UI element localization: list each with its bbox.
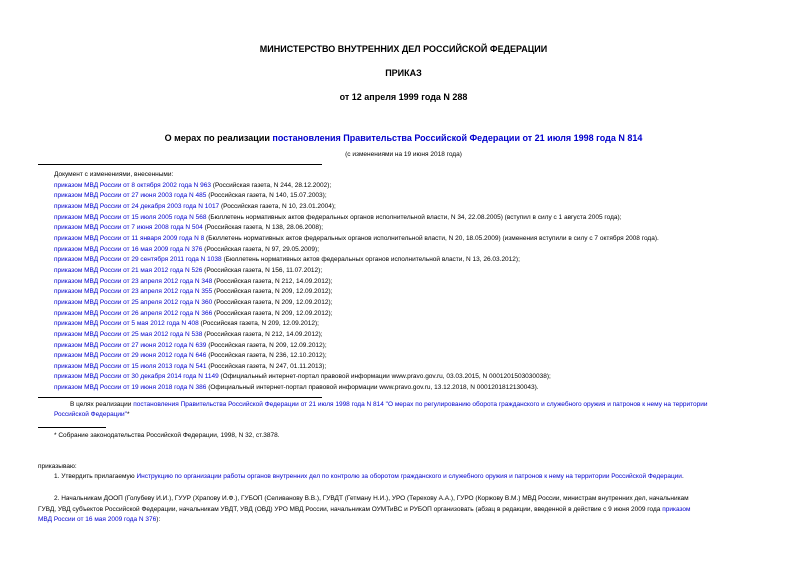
- publication-info: (Бюллетень нормативных актов федеральных органов исполнительной власти, N 20, 18.05.2009) (изменения вступили в силу с 7 октября 2008 года).: [204, 234, 659, 242]
- amending-order-link[interactable]: приказом МВД России от 25 апреля 2012 года N 360: [54, 298, 213, 306]
- publication-info: (Официальный интернет-портал правовой информации www.pravo.gov.ru, 13.12.2018, N 0001201812130043).: [206, 384, 539, 392]
- amending-order-link[interactable]: приказом МВД России от 11 января 2009 года N 8: [54, 234, 205, 242]
- purpose-decree-link[interactable]: постановления Правительства Российской Федерации от 21 июля 1998 года N 814 "О мерах по регулированию оборота гражданского и служебного оружия и патронов к нему на территории: [133, 401, 708, 408]
- divider: [38, 397, 322, 398]
- publication-info: (Российская газета, N 247, 01.11.2013);: [206, 362, 327, 370]
- publication-info: (Российская газета, N 236, 12.10.2012);: [206, 352, 327, 360]
- changes-list: [54, 170, 794, 394]
- amending-order-link[interactable]: приказом МВД России от 29 июня 2012 года N 646: [54, 352, 207, 360]
- purpose-decree-link-cont[interactable]: Российской Федерации": [54, 410, 127, 418]
- amending-order-link[interactable]: приказом МВД России от 15 июля 2013 года N 541: [54, 362, 207, 370]
- change-item: [54, 266, 794, 277]
- amending-order-link[interactable]: приказом МВД России от 24 декабря 2003 года N 1017: [54, 202, 220, 210]
- amending-order-link[interactable]: приказом МВД России от 16 мая 2009 года N 376: [54, 245, 203, 253]
- change-item: [54, 372, 794, 383]
- divider: [38, 164, 322, 165]
- amending-order-link[interactable]: приказом МВД России от 23 апреля 2012 года N 355: [54, 288, 213, 296]
- publication-info: (Российская газета, N 138, 28.06.2008);: [202, 224, 324, 232]
- amending-order-link[interactable]: приказом МВД России от 19 июня 2018 года N 386: [54, 384, 207, 392]
- changes-header: Документ с изменениями, внесенными:: [54, 171, 174, 178]
- change-item: [54, 341, 794, 352]
- point-2-end: ):: [156, 516, 161, 523]
- footnote-marker: *: [127, 410, 130, 418]
- publication-info: (Бюллетень нормативных актов федеральных органов исполнительной власти, N 13, 26.03.2012);: [221, 256, 520, 264]
- amending-order-link[interactable]: приказом МВД России от 7 июня 2008 года N 504: [54, 224, 203, 232]
- changes-items: [54, 181, 794, 394]
- purpose-paragraph: [54, 400, 794, 419]
- order-376-link-b[interactable]: МВД России от 16 мая 2009 года N 376: [38, 516, 157, 523]
- change-item: [54, 351, 794, 362]
- point-1: [54, 473, 794, 480]
- publication-info: (Российская газета, N 140, 15.07.2003);: [206, 192, 327, 200]
- publication-info: (Российская газета, N 244, 28.12.2002);: [210, 181, 332, 189]
- amending-order-link[interactable]: приказом МВД России от 30 декабря 2014 года N 1149: [54, 373, 219, 381]
- change-item: [54, 330, 794, 341]
- document-subject: [0, 133, 807, 143]
- change-item: [54, 298, 794, 309]
- orders-label: приказываю:: [38, 463, 77, 470]
- publication-info: (Российская газета, N 212, 14.09.2012);: [202, 330, 323, 338]
- publication-info: (Официальный интернет-портал правовой информации www.pravo.gov.ru, 03.03.2015, N 0001201503030038);: [218, 373, 551, 381]
- instruction-link[interactable]: Инструкцию по организации работы органов внутренних дел по контролю за оборотом гражданского и служебного оружия и патронов к нему на территории Российской Федерации: [136, 473, 682, 480]
- amending-order-link[interactable]: приказом МВД России от 27 июня 2012 года N 639: [54, 341, 207, 349]
- change-item: [54, 223, 794, 234]
- change-item: [54, 255, 794, 266]
- doc-type-heading: ПРИКАЗ: [385, 68, 422, 78]
- publication-info: (Российская газета, N 10, 23.01.2004);: [219, 202, 336, 210]
- change-item: [54, 202, 794, 213]
- amending-order-link[interactable]: приказом МВД России от 26 апреля 2012 года N 366: [54, 309, 213, 317]
- publication-info: (Российская газета, N 156, 11.07.2012);: [202, 266, 323, 274]
- subject-decree-link[interactable]: постановления Правительства Российской Федерации от 21 июля 1998 года N 814: [272, 133, 643, 143]
- amending-order-link[interactable]: приказом МВД России от 5 мая 2012 года N 408: [54, 320, 199, 328]
- change-item: [54, 362, 794, 373]
- footnote: * Собрание законодательства Российской Федерации, 1998, N 32, ст.3878.: [54, 432, 280, 439]
- order-376-link-a[interactable]: приказом: [662, 505, 691, 513]
- change-item: [54, 213, 794, 224]
- publication-info: (Российская газета, N 212, 14.09.2012);: [212, 277, 333, 285]
- publication-info: (Российская газета, N 97, 29.05.2009);: [202, 245, 320, 253]
- edition-note: (с изменениями на 19 июня 2018 года): [345, 151, 462, 158]
- change-item: [54, 277, 794, 288]
- amending-order-link[interactable]: приказом МВД России от 27 июня 2003 года N 485: [54, 192, 207, 200]
- point-1-prefix: 1. Утвердить прилагаемую: [54, 473, 137, 480]
- change-item: [54, 245, 794, 256]
- amending-order-link[interactable]: приказом МВД России от 23 апреля 2012 года N 348: [54, 277, 213, 285]
- publication-info: (Российская газета, N 209, 12.09.2012);: [212, 298, 333, 306]
- point-2-line-1: 2. Начальникам ДООП (Голубеву И.И.), ГУУР (Храпову И.Ф.), ГУБОП (Селиванову В.В.), ГУВДТ (Гетману Н.И.), УРО (Терехову А.А.), ГУРО (Коржову В.М.) МВД России, министрам внутренних дел, начальникам: [54, 495, 689, 502]
- point-1-suffix: .: [681, 473, 684, 480]
- amending-order-link[interactable]: приказом МВД России от 8 октября 2002 года N 963: [54, 181, 211, 189]
- publication-info: (Российская газета, N 209, 12.09.2012);: [206, 341, 327, 349]
- change-item: [54, 287, 794, 298]
- ministry-heading: МИНИСТЕРСТВО ВНУТРЕННИХ ДЕЛ РОССИЙСКОЙ ФЕДЕРАЦИИ: [259, 44, 548, 54]
- amending-order-link[interactable]: приказом МВД России от 25 мая 2012 года N 538: [54, 330, 203, 338]
- amending-order-link[interactable]: приказом МВД России от 29 сентября 2011 года N 1038: [54, 256, 222, 264]
- point-2: [38, 494, 772, 526]
- change-item: [54, 234, 794, 245]
- amending-order-link[interactable]: приказом МВД России от 15 июля 2005 года N 568: [54, 213, 207, 221]
- publication-info: (Российская газета, N 209, 12.09.2012);: [212, 288, 333, 296]
- change-item: [54, 191, 794, 202]
- publication-info: (Российская газета, N 209, 12.09.2012);: [198, 320, 319, 328]
- publication-info: (Российская газета, N 209, 12.09.2012);: [212, 309, 333, 317]
- point-2-line-2: ГУВД, УВД субъектов Российской Федерации, начальникам УВДТ, УВД (ОВД) УРО МВД России, начальникам ОУМТиВС и РУБОП организовать (абзац в редакции, введенной в действие с 9 июня 2009 года: [38, 505, 663, 513]
- publication-info: (Бюллетень нормативных актов федеральных органов исполнительной власти, N 34, 22.08.2005) (вступил в силу с 1 августа 2005 года);: [206, 213, 622, 221]
- purpose-prefix: В целях реализации: [70, 401, 134, 408]
- change-item: [54, 181, 794, 192]
- change-item: [54, 309, 794, 320]
- amending-order-link[interactable]: приказом МВД России от 21 мая 2012 года N 526: [54, 266, 203, 274]
- footnote-divider: [38, 427, 106, 428]
- date-number-heading: от 12 апреля 1999 года N 288: [339, 92, 468, 102]
- subject-prefix: О мерах по реализации: [164, 133, 273, 143]
- change-item: [54, 319, 794, 330]
- change-item: [54, 383, 794, 394]
